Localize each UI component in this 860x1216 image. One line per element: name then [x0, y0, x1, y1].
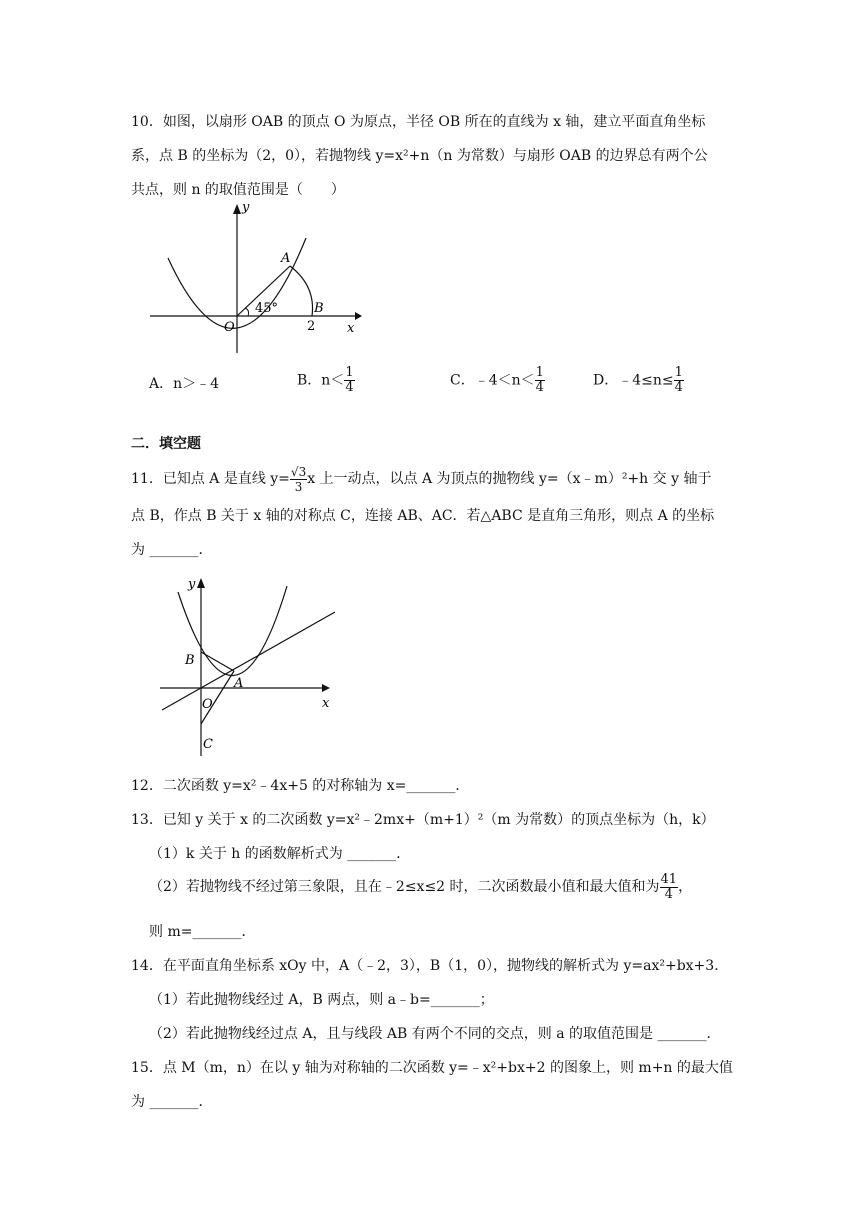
option-c-prefix: C．	[450, 372, 475, 389]
origin-label: O	[224, 320, 235, 335]
option-d-fraction: $\frac{1}{4}$	[674, 365, 683, 395]
q13-line-3-text: （2）若抛物线不经过第三象限，且在﹣2≤x≤2 时，二次函数最小值和最大值和为	[149, 879, 660, 895]
angle-label: 45°	[255, 301, 279, 316]
tick-2-label: 2	[307, 319, 316, 334]
option-a-text: n＞﹣4	[173, 376, 220, 392]
q11-fraction: $\frac{√3}{3}$	[290, 464, 307, 494]
q11-line-1-end: x 上一动点，以点 A 为顶点的抛物线 y=（x﹣m）²+h 交 y 轴于	[307, 471, 712, 487]
arc-AB	[290, 266, 313, 316]
point-B-label: B	[185, 653, 195, 668]
q10-option-a[interactable]	[149, 374, 219, 394]
option-d-prefix: D．	[593, 372, 619, 389]
q10-figure	[140, 198, 370, 358]
y-axis-arrow	[233, 204, 241, 214]
q13-line-1: 13．已知 y 关于 x 的二次函数 y=x²﹣2mx+（m+1）²（m 为常数）的顶点坐标为（h，k）	[131, 812, 715, 828]
q11-line-1-start: 11．已知点 A 是直线 y=	[131, 471, 290, 487]
y-axis-arrow	[197, 578, 205, 588]
option-c-text: ﹣4＜n＜	[474, 372, 535, 389]
q13-fraction: $\frac{41}{4}$	[660, 871, 678, 902]
option-b-text: n＜	[321, 372, 345, 389]
section-title: 二．填空题	[131, 436, 201, 452]
q10-option-b[interactable]	[297, 366, 355, 395]
q15-line-2: 为 _______．	[131, 1094, 213, 1110]
q10-line-3: 共点，则 n 的取值范围是（ ）	[131, 182, 345, 198]
q13-line-4: 则 m=_______．	[149, 924, 256, 940]
y-axis-label: y	[242, 200, 250, 215]
q10-line-1: 10．如图，以扇形 OAB 的顶点 O 为原点，半径 OB 所在的直线为 x 轴，建立平面直角坐标	[131, 114, 706, 130]
option-c-fraction: $\frac{1}{4}$	[535, 365, 544, 395]
segment-AB	[201, 652, 234, 671]
x-axis-arrow	[322, 684, 330, 692]
q11-line-1	[131, 462, 711, 496]
option-a-prefix: A．	[149, 376, 174, 392]
option-b-fraction: $\frac{1}{4}$	[345, 365, 354, 395]
point-A-label: A	[281, 251, 291, 266]
q14-line-3: （2）若此抛物线经过点 A，且与线段 AB 有两个不同的交点，则 a 的取值范围是 _______．	[149, 1026, 721, 1042]
q10-line-2: 系，点 B 的坐标为（2，0），若抛物线 y=x²+n（n 为常数）与扇形 OAB 的边界总有两个公	[131, 148, 708, 164]
point-A-label: A	[234, 676, 244, 691]
angle-arc	[245, 308, 249, 316]
option-d-text: ﹣4≤n≤	[618, 372, 674, 389]
option-b-prefix: B．	[297, 372, 322, 389]
point-B-label: B	[314, 301, 324, 316]
origin-label: O	[202, 697, 213, 712]
q10-option-c[interactable]	[450, 366, 545, 395]
x-axis-arrow	[355, 312, 362, 320]
x-axis-label: x	[322, 696, 330, 711]
point-C-label: C	[203, 737, 213, 752]
q14-line-2: （1）若此抛物线经过 A，B 两点，则 a﹣b=_______；	[149, 992, 494, 1008]
q14-line-1: 14．在平面直角坐标系 xOy 中，A（﹣2，3），B（1，0），抛物线的解析式为 y=ax²+bx+3．	[131, 958, 729, 974]
q13-line-3: （2）若抛物线不经过第三象限，且在﹣2≤x≤2 时，二次函数最小值和最大值和为 $\frac{41}{4}$ ，	[149, 871, 693, 902]
y-axis-label: y	[188, 577, 196, 592]
q12-text: 12．二次函数 y=x²﹣4x+5 的对称轴为 x=_______．	[131, 778, 470, 794]
x-axis-label: x	[347, 321, 355, 336]
q13-line-2: （1）k 关于 h 的函数解析式为 _______．	[149, 846, 411, 862]
q15-line-1: 15．点 M（m，n）在以 y 轴为对称轴的二次函数 y=﹣x²+bx+2 的图象上，则 m+n 的最大值	[131, 1060, 733, 1076]
q11-line-2: 点 B，作点 B 关于 x 轴的对称点 C，连接 AB、AC．若△ABC 是直角三角形，则点 A 的坐标	[131, 508, 715, 524]
q11-line-3: 为 _______．	[131, 542, 213, 558]
q11-figure	[150, 572, 350, 762]
q10-option-d[interactable]	[593, 366, 684, 395]
